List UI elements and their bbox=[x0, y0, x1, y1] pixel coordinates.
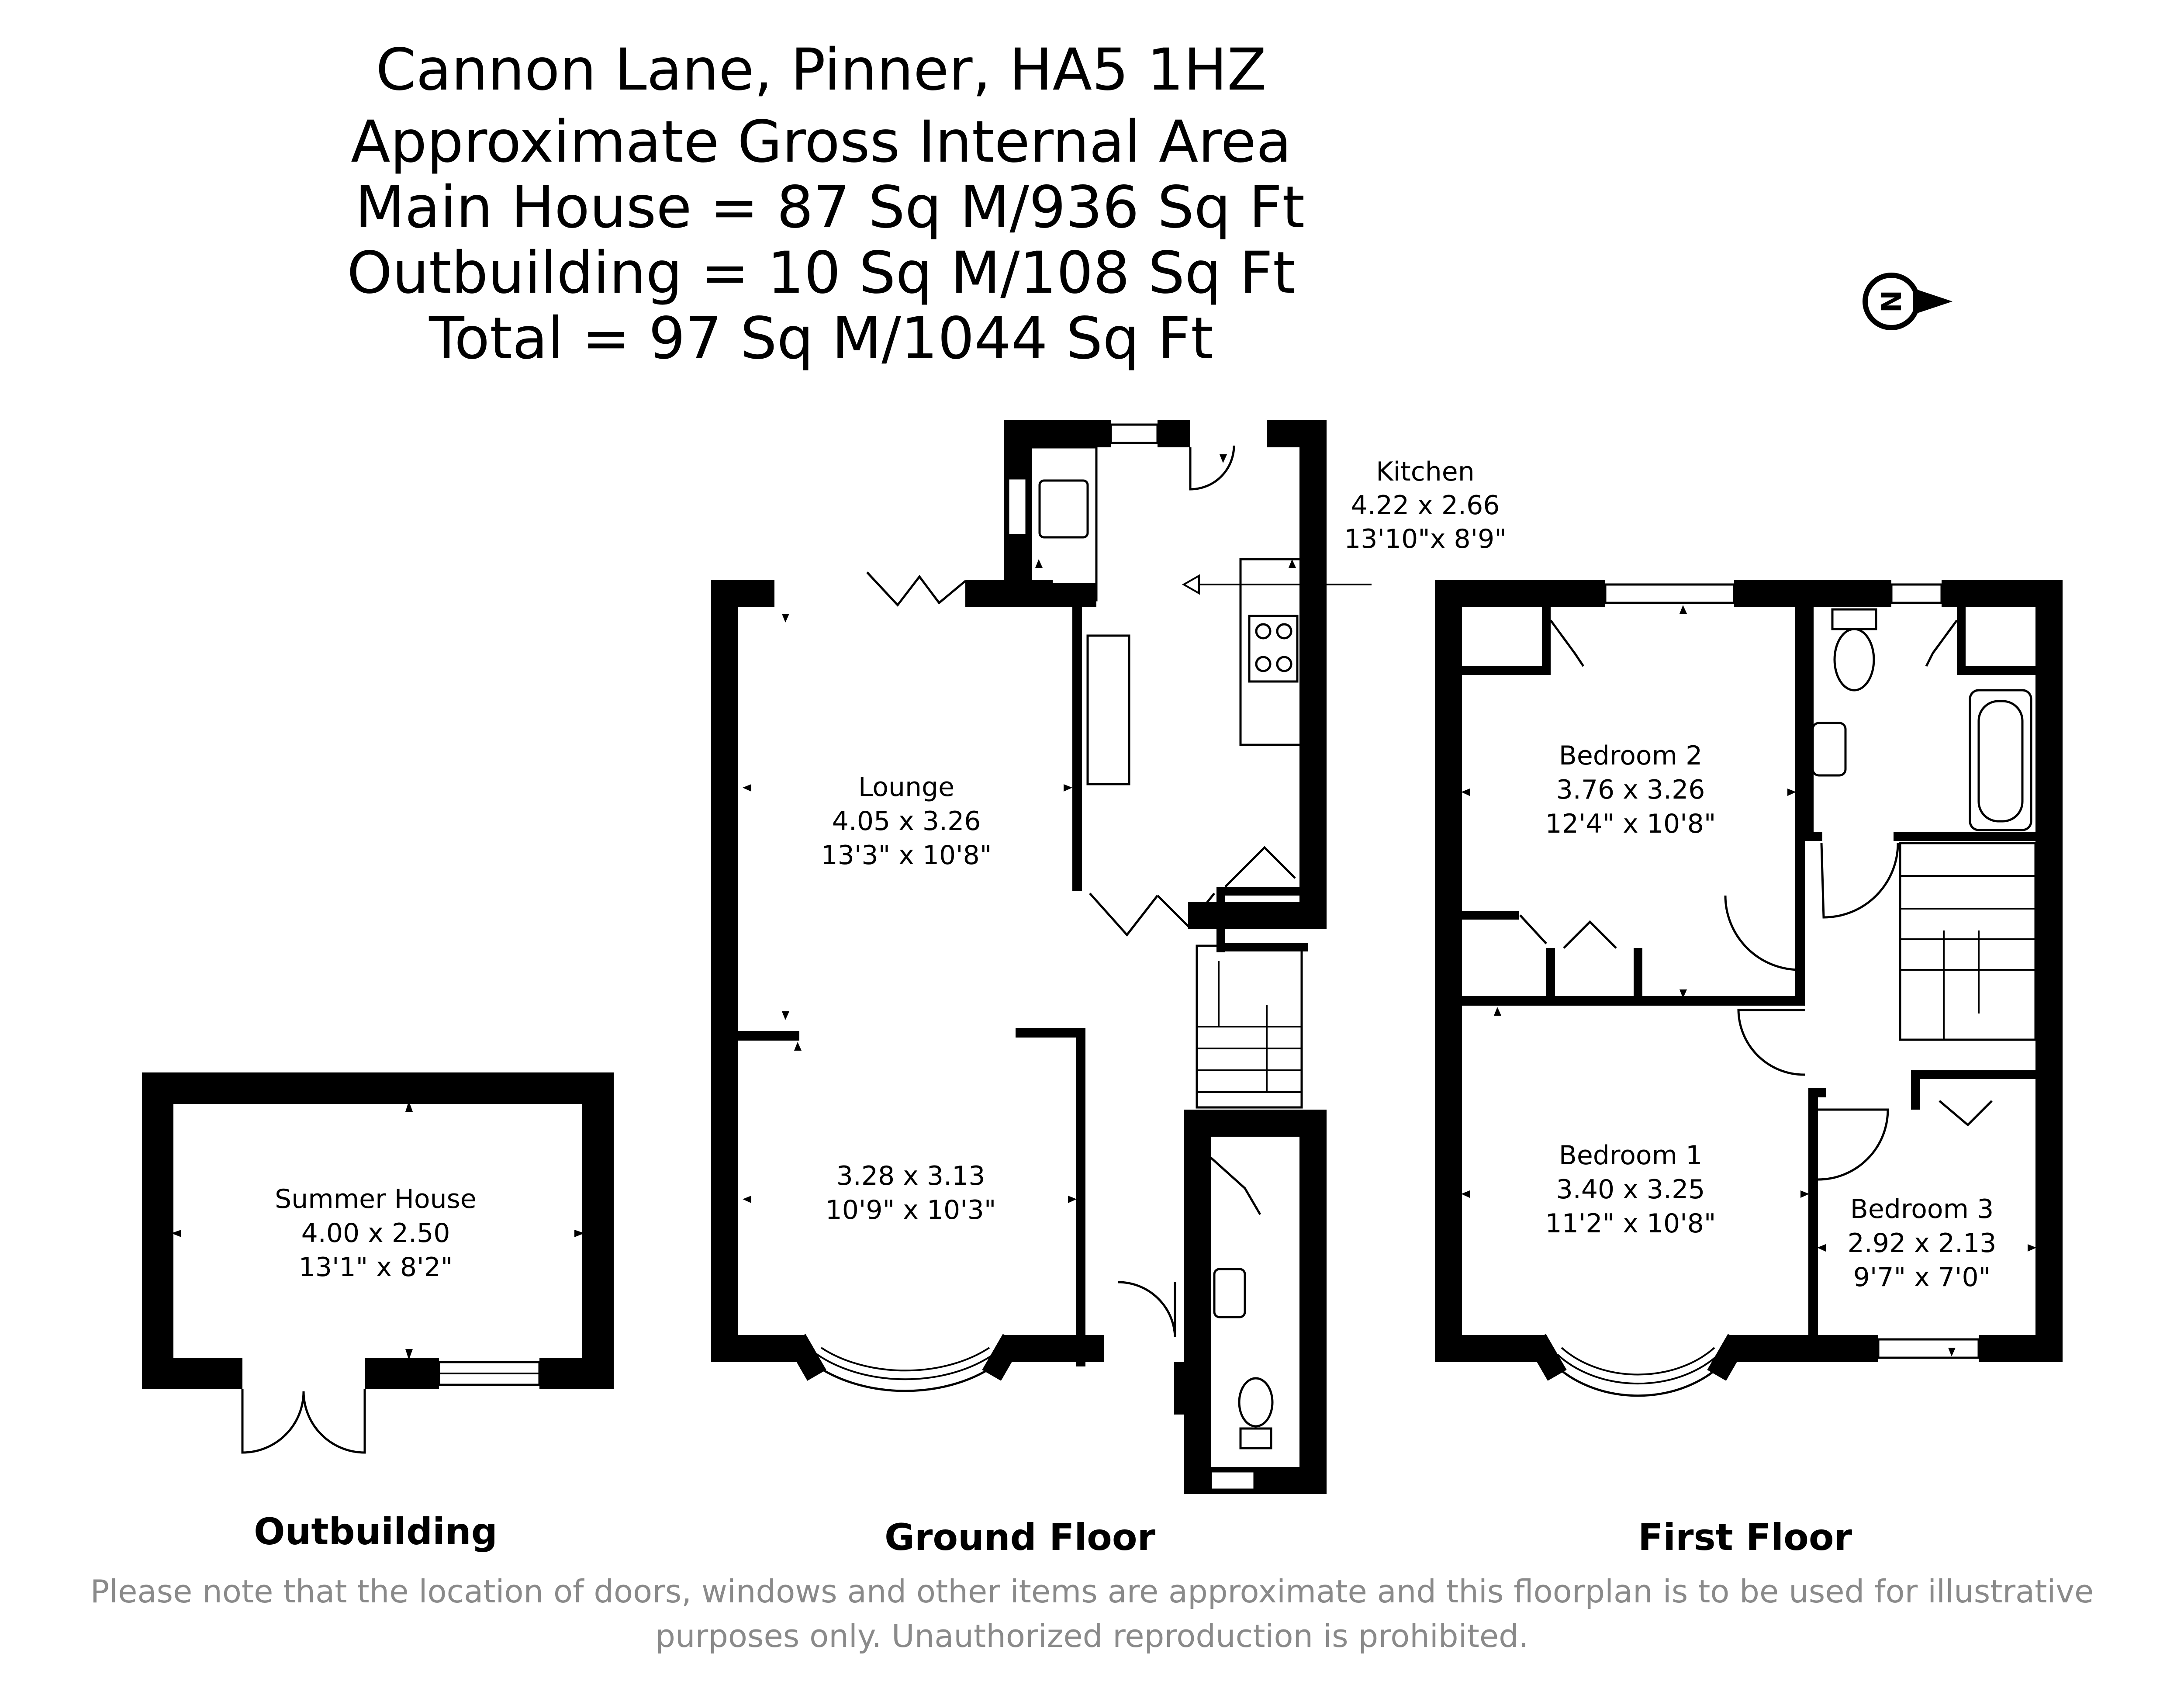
wall bbox=[1004, 420, 1111, 447]
outbuilding-label: Outbuilding bbox=[254, 1510, 498, 1553]
total-area: Total = 97 Sq M/1044 Sq Ft bbox=[429, 305, 1213, 372]
dimension-arrow bbox=[2028, 1244, 2036, 1252]
wall bbox=[711, 580, 774, 607]
wall bbox=[539, 1358, 614, 1389]
wall bbox=[1957, 607, 1966, 675]
wall bbox=[1894, 832, 2038, 841]
door bbox=[1821, 843, 1898, 917]
door bbox=[1818, 1110, 1888, 1180]
wall bbox=[1808, 1088, 1826, 1097]
toilet-icon bbox=[1835, 629, 1874, 690]
cistern-icon bbox=[1241, 1429, 1271, 1448]
wall bbox=[1216, 943, 1308, 951]
outbuilding-area: Outbuilding = 10 Sq M/108 Sq Ft bbox=[347, 239, 1296, 307]
wall bbox=[1808, 1088, 1818, 1337]
staircase bbox=[1900, 843, 2035, 1040]
wall bbox=[1216, 887, 1308, 896]
door bbox=[1090, 893, 1158, 935]
door bbox=[1551, 620, 1583, 666]
dimension-arrow bbox=[1461, 789, 1470, 796]
wall bbox=[1462, 911, 1519, 920]
dimension-arrow bbox=[1220, 454, 1227, 463]
wall bbox=[1299, 420, 1327, 929]
folding-door bbox=[867, 572, 965, 605]
wall bbox=[1730, 1335, 1878, 1362]
first-floor-plan bbox=[1435, 580, 2063, 1396]
door bbox=[1190, 446, 1234, 489]
basin-icon bbox=[1813, 723, 1845, 775]
dimension-arrow bbox=[1035, 559, 1043, 568]
door bbox=[1738, 1010, 1805, 1075]
dimension-arrow bbox=[1064, 784, 1072, 792]
door bbox=[1225, 847, 1295, 887]
door bbox=[1520, 915, 1546, 944]
wall bbox=[1462, 666, 1549, 675]
wall bbox=[1462, 996, 1805, 1006]
disclaimer-line-1: Please note that the location of doors, windows and other items are approximate and this floorplan is to be used for illustrative bbox=[90, 1573, 2094, 1610]
dimension-arrow bbox=[1800, 1190, 1809, 1198]
window bbox=[1008, 478, 1026, 535]
summer-house-metric: 4.00 x 2.50 bbox=[301, 1218, 450, 1249]
cistern-icon bbox=[1832, 609, 1876, 629]
wall bbox=[1216, 887, 1225, 952]
wall bbox=[1435, 1335, 1544, 1362]
door bbox=[1939, 1101, 1992, 1125]
bedroom1-metric: 3.40 x 3.25 bbox=[1556, 1174, 1705, 1205]
dimension-arrow bbox=[1817, 1244, 1826, 1252]
compass-icon bbox=[1865, 275, 1952, 328]
window bbox=[1111, 425, 1158, 443]
kitchen-imperial: 13'10"x 8'9" bbox=[1344, 524, 1507, 554]
wall bbox=[1299, 1110, 1327, 1494]
disclaimer-line-2: purposes only. Unauthorized reproduction is prohibited. bbox=[655, 1618, 1529, 1654]
wall bbox=[738, 1031, 799, 1041]
outbuilding-plan bbox=[142, 1072, 614, 1453]
wall bbox=[1174, 1362, 1201, 1415]
wall bbox=[1158, 420, 1190, 447]
wall bbox=[142, 1358, 242, 1389]
wall bbox=[1072, 607, 1082, 891]
door bbox=[1564, 922, 1616, 948]
wall bbox=[142, 1072, 614, 1104]
ground-floor-label: Ground Floor bbox=[884, 1516, 1156, 1559]
door bbox=[1118, 1282, 1175, 1337]
bedroom3-metric: 2.92 x 2.13 bbox=[1847, 1228, 1997, 1259]
wall bbox=[1957, 666, 2038, 675]
basin-icon bbox=[1214, 1269, 1245, 1317]
wall bbox=[365, 1358, 439, 1389]
main-house-area: Main House = 87 Sq M/936 Sq Ft bbox=[355, 174, 1305, 241]
wall bbox=[1911, 1070, 2038, 1079]
wall bbox=[1805, 607, 1814, 839]
window bbox=[1878, 1339, 1979, 1358]
dimension-arrow bbox=[1461, 1190, 1470, 1198]
wall bbox=[582, 1072, 614, 1389]
chimney-breast bbox=[1088, 636, 1129, 784]
lounge-name: Lounge bbox=[858, 772, 955, 802]
bay-window bbox=[1553, 1363, 1723, 1396]
area-title: Approximate Gross Internal Area bbox=[351, 108, 1292, 176]
dimension-arrow bbox=[743, 784, 751, 792]
lounge-imperial: 13'3" x 10'8" bbox=[821, 840, 992, 871]
door bbox=[1211, 1158, 1260, 1214]
toilet-icon bbox=[1239, 1378, 1272, 1426]
summer-house-imperial: 13'1" x 8'2" bbox=[298, 1252, 453, 1283]
wall bbox=[1184, 1110, 1211, 1494]
dimension-arrow bbox=[782, 1011, 789, 1020]
wall bbox=[1435, 580, 1605, 607]
sink-icon bbox=[1040, 481, 1088, 537]
reception-metric: 3.28 x 3.13 bbox=[836, 1161, 985, 1191]
wall bbox=[1188, 902, 1327, 929]
dimension-arrow bbox=[1787, 789, 1796, 796]
lounge-metric: 4.05 x 3.26 bbox=[832, 806, 981, 837]
ground-floor-plan bbox=[711, 420, 1507, 1494]
bedroom3-imperial: 9'7" x 7'0" bbox=[1853, 1262, 1991, 1293]
dimension-arrow bbox=[1289, 559, 1296, 568]
wall bbox=[1546, 948, 1555, 1000]
door bbox=[242, 1389, 304, 1453]
bedroom3-name: Bedroom 3 bbox=[1850, 1194, 1994, 1224]
compass-letter: N bbox=[1876, 290, 1908, 313]
wall bbox=[1942, 580, 2063, 607]
wall bbox=[142, 1072, 173, 1389]
address-title: Cannon Lane, Pinner, HA5 1HZ bbox=[376, 36, 1267, 104]
bedroom1-name: Bedroom 1 bbox=[1559, 1140, 1703, 1171]
kitchen-metric: 4.22 x 2.66 bbox=[1351, 490, 1500, 521]
wall bbox=[1734, 580, 1891, 607]
wall bbox=[1016, 1028, 1085, 1038]
first-floor-label: First Floor bbox=[1638, 1516, 1852, 1559]
dimension-arrow bbox=[1494, 1007, 1501, 1016]
bedroom2-name: Bedroom 2 bbox=[1559, 740, 1703, 771]
bedroom2-metric: 3.76 x 3.26 bbox=[1556, 775, 1705, 805]
door bbox=[1926, 620, 1957, 666]
reception-imperial: 10'9" x 10'3" bbox=[825, 1195, 996, 1225]
window bbox=[1211, 1471, 1254, 1490]
dimension-arrow bbox=[1679, 605, 1687, 614]
window bbox=[1891, 585, 1942, 603]
window bbox=[1605, 585, 1734, 603]
dimension-arrow bbox=[782, 614, 789, 623]
dimension-arrow bbox=[743, 1196, 751, 1203]
bedroom1-imperial: 11'2" x 10'8" bbox=[1545, 1208, 1716, 1239]
summer-house-name: Summer House bbox=[275, 1184, 477, 1214]
bedroom2-imperial: 12'4" x 10'8" bbox=[1545, 809, 1716, 839]
header bbox=[347, 36, 1305, 372]
wall bbox=[1634, 948, 1642, 1000]
dimension-arrow bbox=[794, 1042, 802, 1051]
door bbox=[1725, 896, 1800, 970]
wall bbox=[1542, 607, 1551, 675]
wall bbox=[1076, 1028, 1085, 1366]
wall bbox=[1805, 832, 1822, 841]
wall bbox=[1979, 1335, 2063, 1362]
door bbox=[304, 1389, 365, 1453]
wall bbox=[711, 580, 738, 1362]
dimension-arrow bbox=[1068, 1196, 1077, 1203]
kitchen-name: Kitchen bbox=[1376, 457, 1475, 487]
wall bbox=[1435, 580, 1462, 1362]
wall bbox=[1031, 583, 1096, 607]
wall bbox=[2035, 580, 2063, 1362]
